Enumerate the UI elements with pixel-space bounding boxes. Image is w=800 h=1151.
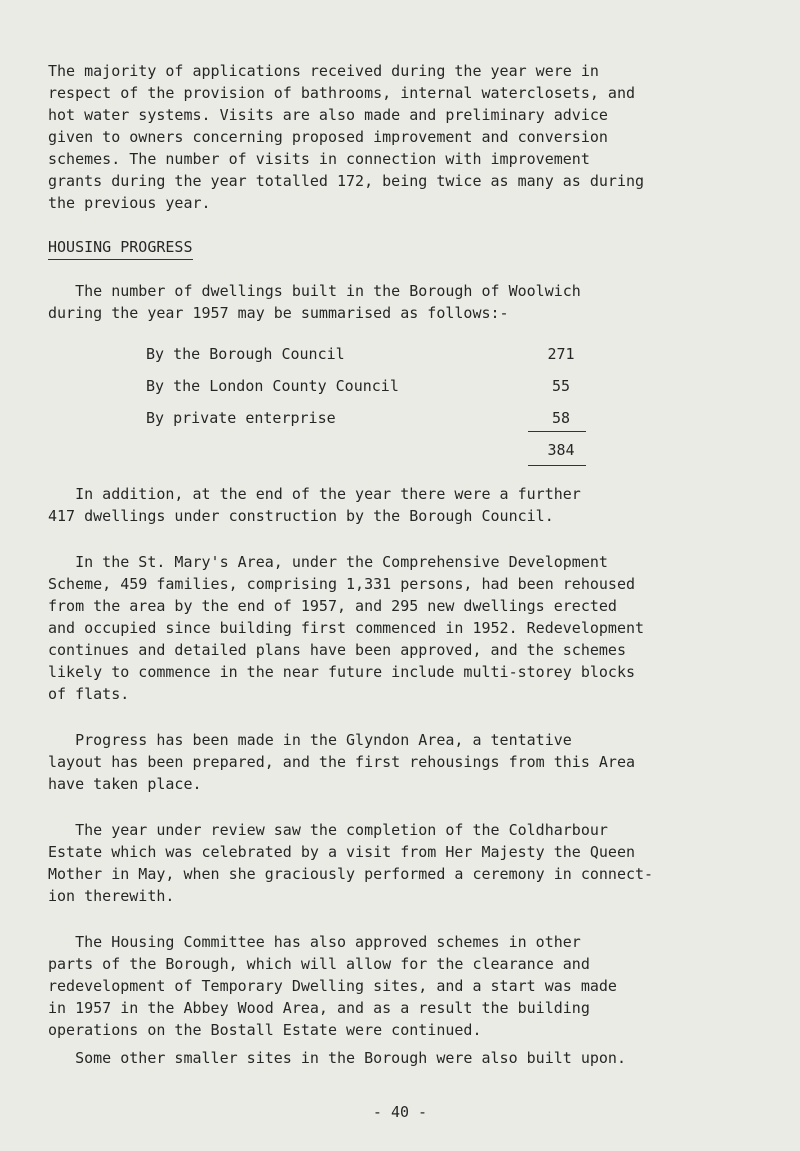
row-value: 55: [551, 377, 571, 395]
total-rule: [528, 465, 586, 466]
paragraph-coldharbour-estate: The year under review saw the completion of the Coldharbour Estate which was celebrated by a visit from Her Majesty the Queen Mother in May, when she graciously performed a ceremony in connect- ion therewith.: [48, 821, 654, 905]
page-number: - 40 -: [372, 1103, 428, 1121]
table-total-row: [0, 439, 800, 461]
paragraph-glyndon-area: Progress has been made in the Glyndon Area, a tentative layout has been prepared, and the first rehousings from this Area have taken place.: [48, 731, 635, 793]
row-value: 58: [551, 409, 571, 427]
row-label: By the London County Council: [146, 377, 399, 395]
row-value: 271: [547, 345, 575, 363]
paragraph-improvement-grants: The majority of applications received during the year were in respect of the provision of bathrooms, internal waterclosets, and hot water systems. Visits are also made and preliminary advice given to owners concerning proposed improvement and conversion schemes. The number of visits in connection with improvement grants during the year totalled 172, being twice as many as during the previous year.: [48, 62, 645, 212]
paragraph-under-construction: In addition, at the end of the year there were a further 417 dwellings under construction by the Borough Council.: [48, 485, 581, 525]
row-label: By private enterprise: [146, 409, 336, 427]
row-label: By the Borough Council: [146, 345, 345, 363]
paragraph-dwellings-intro: The number of dwellings built in the Borough of Woolwich during the year 1957 may be summarised as follows:-: [48, 282, 581, 322]
table-row: [0, 407, 800, 429]
subtotal-rule: [528, 431, 586, 432]
paragraph-housing-committee: The Housing Committee has also approved schemes in other parts of the Borough, which will allow for the clearance and redevelopment of Temporary Dwelling sites, and a start was made in 1957 in the Abbey Wood Area, and as a result the building operations on the Bostall Estate were continued.: [48, 933, 617, 1039]
paragraph-st-marys-area: In the St. Mary's Area, under the Comprehensive Development Scheme, 459 families, comprising 1,331 persons, had been rehoused from the area by the end of 1957, and 295 new dwellings erected and occupied since building first commenced in 1952. Redevelopment continues and detailed plans have been approved, and the schemes likely to commence in the near future include multi-storey blocks of flats.: [48, 553, 645, 703]
total-value: 384: [547, 441, 575, 459]
paragraph-smaller-sites: Some other smaller sites in the Borough were also built upon.: [48, 1049, 626, 1067]
table-row: [0, 375, 800, 397]
table-row: [0, 343, 800, 365]
section-heading: HOUSING PROGRESS: [48, 236, 193, 260]
